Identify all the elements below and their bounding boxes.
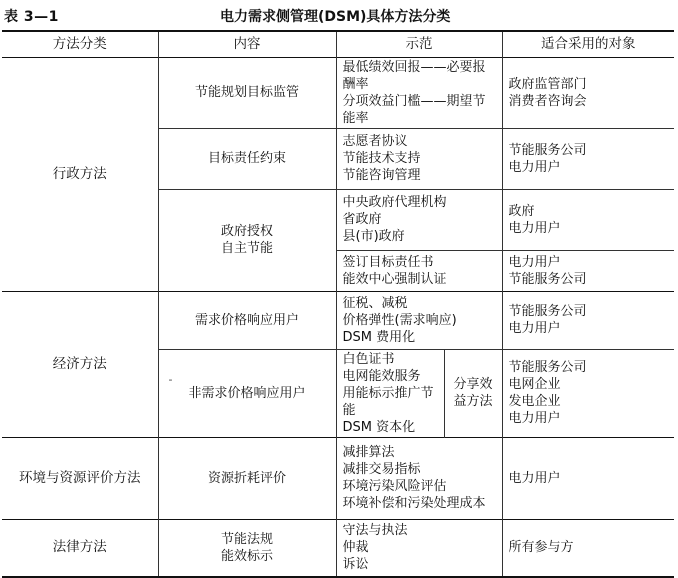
examples-cell <box>336 349 444 437</box>
example-line: DSM 费用化 <box>342 329 416 345</box>
content-line: 能效标示 <box>220 548 273 564</box>
example-line: 电网能效服务 <box>342 368 421 384</box>
example-line: 节能技术支持 <box>342 151 421 166</box>
example-line: 仲裁 <box>342 540 369 556</box>
examples-cell <box>336 437 502 519</box>
category-cell: 行政方法 <box>52 165 107 182</box>
example-line: 守法与执法 <box>342 523 408 539</box>
example-line: 中央政府代理机构 <box>342 195 447 210</box>
example-line: 用能标示推广节能 <box>342 385 434 418</box>
examples-cell <box>336 291 502 349</box>
content-cell <box>158 519 336 577</box>
target-line: 电力用户 <box>508 159 561 175</box>
table-row <box>2 437 674 519</box>
target-line: 电网企业 <box>508 377 561 392</box>
example-line: 价格弹性(需求响应) <box>342 312 457 328</box>
header-targets: 适合采用的对象 <box>502 31 674 57</box>
table-row <box>2 57 674 128</box>
example-line: 省政府 <box>342 212 382 227</box>
example-line: 分项效益门槛——期望节能率 <box>342 93 486 126</box>
targets-cell <box>502 128 674 189</box>
target-line: 政府 <box>508 203 535 219</box>
target-line: 电力用户 <box>508 411 561 426</box>
target-line: 节能服务公司 <box>508 271 587 287</box>
targets-cell <box>502 250 674 291</box>
example-line: 征税、减税 <box>342 295 408 311</box>
example-line: 减排交易指标 <box>342 462 421 477</box>
examples-cell <box>336 519 502 577</box>
target-line: 电力用户 <box>508 220 561 236</box>
example-line: 志愿者协议 <box>342 134 408 149</box>
target-line: 消费者咨询会 <box>508 93 587 109</box>
targets-cell: 所有参与方 <box>502 519 674 577</box>
category-cell: 经济方法 <box>2 291 158 437</box>
target-line: 节能服务公司 <box>508 360 587 375</box>
target-line: 政府监管部门 <box>508 76 587 92</box>
target-line: 电力用户 <box>508 321 561 336</box>
sub-method-cell <box>444 349 502 437</box>
example-line: 环境污染风险评估 <box>342 479 447 494</box>
table-header-row <box>2 31 674 57</box>
target-line: 节能服务公司 <box>508 304 587 319</box>
example-line: 县(市)政府 <box>342 229 405 244</box>
content-line: 政府授权 <box>220 224 273 239</box>
examples-cell <box>336 189 502 250</box>
table-title: 电力需求侧管理(DSM)具体方法分类 <box>220 9 451 25</box>
content-line: 节能法规 <box>220 531 273 547</box>
content-cell: 资源折耗评价 <box>158 437 336 519</box>
examples-cell <box>336 128 502 189</box>
sub-method-line: 益方法 <box>453 394 493 409</box>
content-cell: 需求价格响应用户 <box>158 291 336 349</box>
example-line: 最低绩效回报——必要报酬率 <box>342 59 486 92</box>
targets-cell: 电力用户 <box>502 437 674 519</box>
category-cell: 环境与资源评价方法 <box>2 437 158 519</box>
example-line: DSM 资本化 <box>342 419 416 435</box>
sub-method-line: 分享效 <box>453 377 493 392</box>
header-content: 内容 <box>158 31 336 57</box>
example-line: 节能咨询管理 <box>342 168 421 183</box>
targets-cell <box>502 291 674 349</box>
content-line: 自主节能 <box>220 241 273 256</box>
header-examples: 示范 <box>336 31 502 57</box>
example-line: 诉讼 <box>342 557 369 573</box>
dsm-methods-table <box>2 30 674 578</box>
target-line: 电力用户 <box>508 254 561 270</box>
example-line: 减排算法 <box>342 445 395 460</box>
category-cell: 法律方法 <box>2 519 158 577</box>
content-cell: 目标责任约束 <box>158 128 336 189</box>
content-line: 非需求价格响应用户 <box>188 385 306 401</box>
content-cell <box>158 349 336 437</box>
table-row <box>2 519 674 577</box>
example-line: 签订目标责任书 <box>342 254 434 270</box>
examples-cell <box>336 250 502 291</box>
target-line: 节能服务公司 <box>508 142 587 158</box>
targets-cell <box>502 57 674 128</box>
targets-cell <box>502 189 674 250</box>
content-cell <box>158 189 336 291</box>
example-line: 白色证书 <box>342 351 395 367</box>
targets-cell <box>502 349 674 437</box>
example-line: 能效中心强制认证 <box>342 271 447 287</box>
target-line: 发电企业 <box>508 394 561 409</box>
table-row <box>2 291 674 349</box>
stray-mark: - <box>168 372 173 386</box>
header-category: 方法分类 <box>52 35 107 52</box>
table-number: 表 3—1 <box>4 9 59 25</box>
table-caption <box>0 4 678 26</box>
content-cell: 节能规划目标监管 <box>158 57 336 128</box>
example-line: 环境补偿和污染处理成本 <box>342 496 486 511</box>
examples-cell <box>336 57 502 128</box>
